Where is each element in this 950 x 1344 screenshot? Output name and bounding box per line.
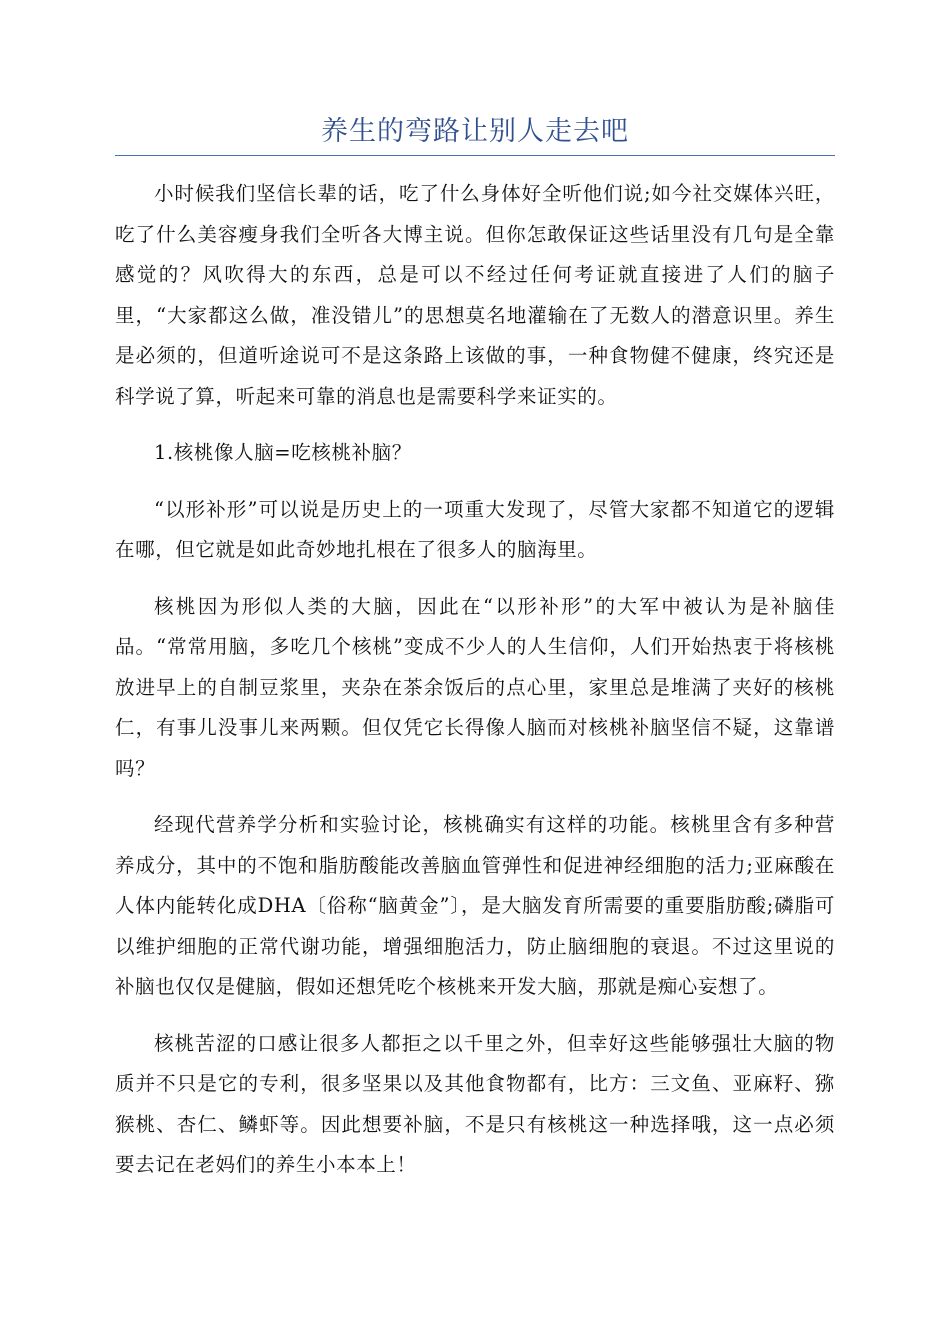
paragraph-intro: 小时候我们坚信长辈的话，吃了什么身体好全听他们说;如今社交媒体兴旺，吃了什么美容瘦身我们全听各大博主说。但你怎敢保证这些话里没有几句是全靠感觉的？风吹得大的东西，总是可以不经过任何考证就直接进了人们的脑子里，“大家都这么做，准没错儿”的思想莫名地灌输在了无数人的潜意识里。养生是必须的，但道听途说可不是这条路上该做的事，一种食物健不健康，终究还是科学说了算，听起来可靠的消息也是需要科学来证实的。 — [115, 182, 835, 408]
document-page — [115, 112, 835, 1202]
paragraph-shape-theory: “以形补形”可以说是历史上的一项重大发现了，尽管大家都不知道它的逻辑在哪，但它就是如此奇妙地扎根在了很多人的脑海里。 — [115, 497, 835, 561]
section-heading-walnut: 1.核桃像人脑=吃核桃补脑？ — [154, 441, 412, 464]
paragraph-alternatives: 核桃苦涩的口感让很多人都拒之以千里之外，但幸好这些能够强壮大脑的物质并不只是它的专利，很多坚果以及其他食物都有，比方：三文鱼、亚麻籽、猕猴桃、杏仁、鳞虾等。因此想要补脑，不是只有核桃这一种选择哦，这一点必须要去记在老妈们的养生小本本上！ — [115, 1031, 835, 1176]
document-title: 养生的弯路让别人走去吧 — [115, 112, 835, 156]
paragraph-nutrition-analysis: 经现代营养学分析和实验讨论，核桃确实有这样的功能。核桃里含有多种营养成分，其中的不饱和脂肪酸能改善脑血管弹性和促进神经细胞的活力;亚麻酸在人体内能转化成DHA〔俗称“脑黄金”〕，是大脑发育所需要的重要脂肪酸;磷脂可以维护细胞的正常代谢功能，增强细胞活力，防止脑细胞的衰退。不过这里说的补脑也仅仅是健脑，假如还想凭吃个核桃来开发大脑，那就是痴心妄想了。 — [115, 813, 835, 998]
paragraph-walnut-belief: 核桃因为形似人类的大脑，因此在“以形补形”的大军中被认为是补脑佳品。“常常用脑，多吃几个核桃”变成不少人的人生信仰，人们开始热衷于将核桃放进早上的自制豆浆里，夹杂在茶余饭后的点心里，家里总是堆满了夹好的核桃仁，有事儿没事儿来两颗。但仅凭它长得像人脑而对核桃补脑坚信不疑，这靠谱吗？ — [115, 594, 835, 780]
